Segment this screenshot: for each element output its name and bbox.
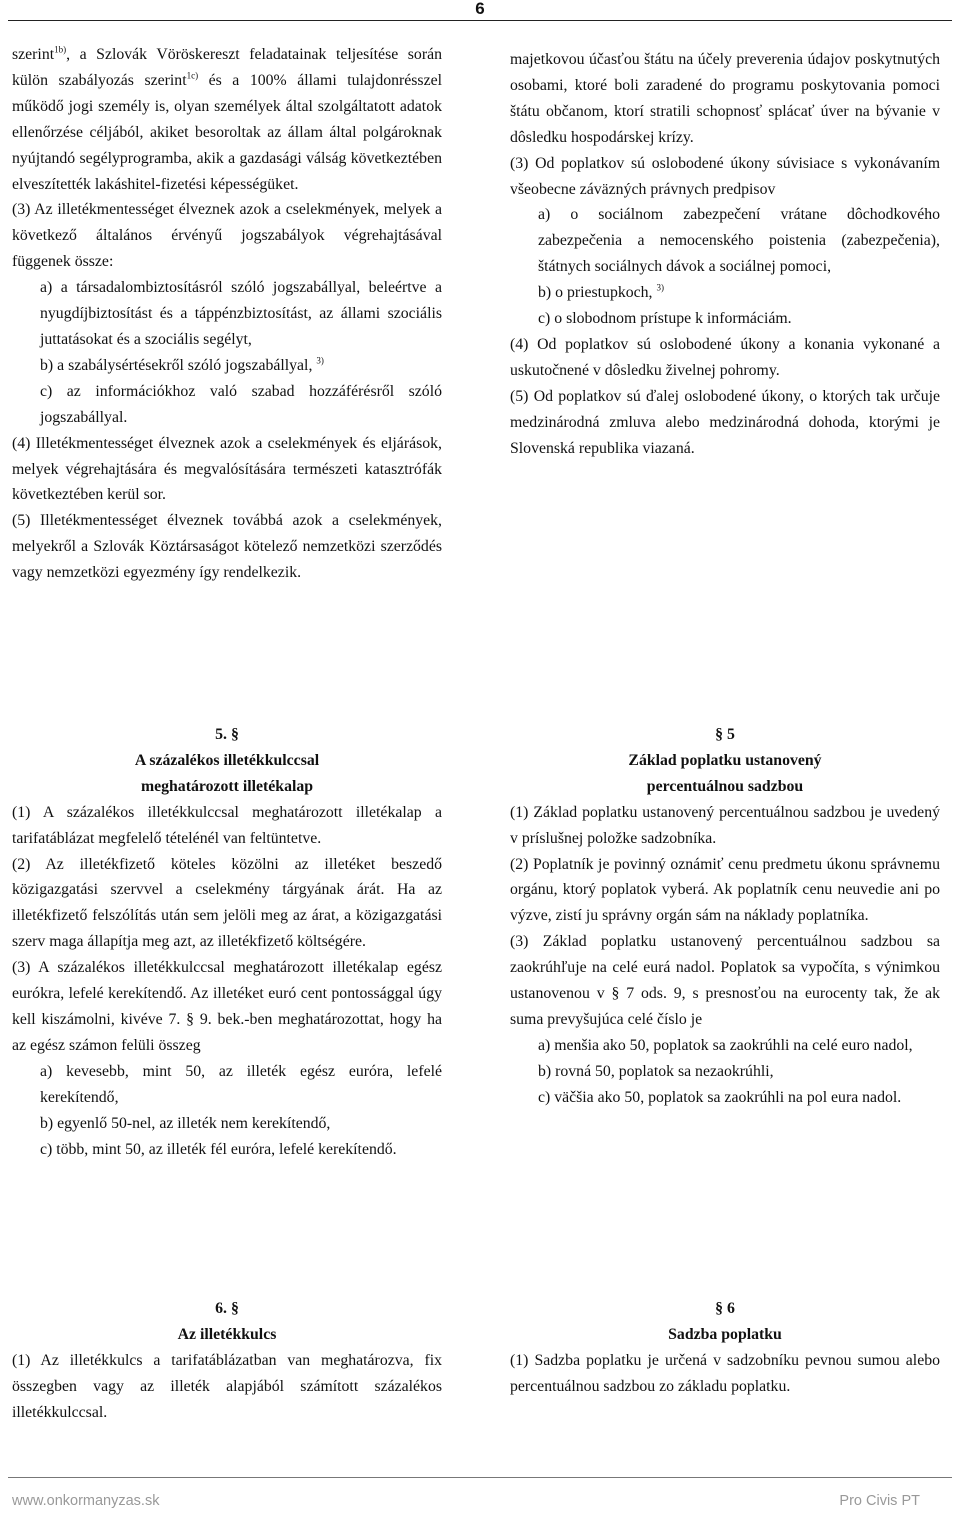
footnote-ref: 1b) (54, 44, 67, 55)
section-number: § 5 (715, 726, 735, 743)
section-5-left (12, 722, 442, 1162)
footnote-ref: 3) (656, 282, 664, 293)
list-item: a) a társadalombiztosításról szóló jogszabállyal, beleértve a nyugdíjbiztosítást és a táppénzbiztosítást, az állami szociális juttatásokat és a szociális segélyt, (40, 279, 442, 348)
section-title: Sadzba poplatku (668, 1325, 782, 1343)
paragraph: (3) A százalékos illetékkulccsal meghatározott illetékalap egész eurókra, lefelé kerekítendő. Az illetéket euró cent pontossággal úgy kell kiszámolni, kivéve 7. § 9. bek.-ben meghatározottat, hogy ha az egész számon felüli összeg (12, 959, 442, 1054)
section-number: 5. § (215, 726, 239, 743)
list-item: a) menšia ako 50, poplatok sa zaokrúhli na celé euro nadol, (538, 1036, 913, 1054)
paragraph: szerint$^{1b)}$, a Szlovák Vöröskereszt feladatainak teljesítése során külön szabályozás szerint$^{1c)}$ és a 100% állami tulajdonrésszel működő jogi személy is, olyan személyek által szolgáltatott adatok ellenőrzése céljából, akiket besoroltak az állam által polgároknak nyújtandó segélyprogramba, akik a gazdasági válság következtében elveszítették lakáshitel-fizetési képességüket. (12, 44, 442, 193)
paragraph: (1) A százalékos illetékkulccsal meghatározott illetékalap a tarifatáblázat megfelelő tételénél van feltüntetve. (12, 803, 442, 847)
list-item: b) rovná 50, poplatok sa nezaokrúhli, (538, 1062, 774, 1080)
paragraph: majetkovou účasťou štátu na účely preverenia údajov poskytnutých osobami, ktoré boli zaradené do programu poskytovania pomoci štátu občanom, ktorí stratili schopnosť splácať úver na bývanie v dôsledku hospodárskej krízy. (510, 51, 940, 146)
paragraph: (3) Základ poplatku ustanovený percentuálnou sadzbou sa zaokrúhľuje na celé eurá nadol. Poplatok sa vypočíta, s výnimkou ustanovenou v § 7 ods. 9, s presnosťou na eurocenty tak, že ak suma prevyšujúca celé číslo je (510, 933, 940, 1028)
list-item: c) o slobodnom prístupe k informáciám. (538, 310, 792, 328)
list-item: a) o sociálnom zabezpečení vrátane dôchodkového zabezpečenia a nemocenského poistenia (zabezpečenia), štátnych sociálnych dávok a sociálnej pomoci, (538, 206, 940, 276)
footer-website[interactable]: www.onkormanyzas.sk (12, 1493, 160, 1509)
section-title: meghatározott illetékalap (140, 777, 314, 795)
paragraph: (3) Od poplatkov sú oslobodené úkony súvisiace s vykonávaním všeobecne záväzných právnych predpisov (510, 154, 940, 198)
list-item: c) az információkhoz való szabad hozzáférésről szóló jogszabállyal. (40, 382, 442, 426)
footnote-ref: 3) (316, 355, 324, 366)
section-number: 6. § (215, 1300, 239, 1317)
footnote-ref: 1c) (186, 70, 199, 81)
paragraph: (1) Sadzba poplatku je určená v sadzobníku pevnou sumou alebo percentuálnou sadzbou zo základu poplatku. (510, 1351, 940, 1395)
paragraph: (5) Illetékmentességet élveznek továbbá azok a cselekmények, melyekről a Szlovák Köztársaságot kötelező nemzetközi szerződés vagy nemzetközi egyezmény így rendelkezik. (12, 512, 442, 582)
list-item: c) több, mint 50, az illeték fél euróra, lefelé kerekítendő. (40, 1140, 397, 1158)
paragraph: (4) Illetékmentességet élveznek azok a cselekmények és eljárások, melyek végrehajtására és megvalósítására természeti katasztrófák következtében kerül sor. (12, 434, 442, 504)
section-title: Základ poplatku ustanovený (628, 751, 822, 769)
list-item: c) väčšia ako 50, poplatok sa zaokrúhli na pol eura nadol. (538, 1088, 902, 1106)
list-item: b) a szabálysértésekről szóló jogszabállyal, $^{3)}$ (40, 355, 324, 374)
list-item: b) o priestupkoch, $^{3)}$ (538, 282, 664, 302)
section-number: § 6 (715, 1300, 735, 1317)
paragraph: (3) Az illetékmentességet élveznek azok a cselekmények, melyek a következő általános érvényű jogszabályok végrehajtásával függenek össze: (12, 201, 442, 271)
paragraph: (1) Základ poplatku ustanovený percentuálnou sadzbou je uvedený v príslušnej položke sadzobníka. (510, 803, 940, 847)
section-title: A százalékos illetékkulccsal (134, 751, 320, 769)
section-6-left (12, 1296, 442, 1426)
top-left-column (12, 42, 442, 586)
paragraph: (2) Poplatník je povinný oznámiť cenu predmetu úkonu správnemu orgánu, ktorý poplatok vyberá. Ak poplatník cenu neuvedie ani po výzve, zistí ju správny orgán sám na náklady poplatníka. (510, 855, 940, 925)
paragraph: (1) Az illetékkulcs a tarifatáblázatban van meghatározva, fix összegben vagy az illeték alapjából számított százalékos illetékkulccsal. (12, 1351, 442, 1421)
paragraph: (4) Od poplatkov sú oslobodené úkony a konania vykonané a uskutočnené v dôsledku živelnej pohromy. (510, 335, 940, 379)
top-right-column (510, 47, 940, 462)
paragraph: (2) Az illetékfizető köteles közölni az illetéket beszedő közigazgatási szervvel a cselekmény tárgyának árát. Ha az illetékfizető felszólítás után sem jelöli meg az árat, a közigazgatási szerv maga állapítja meg azt, az illetékfizető költségére. (12, 855, 442, 951)
footer-publisher: Pro Civis PT (839, 1493, 920, 1509)
section-title: Az illetékkulcs (177, 1325, 277, 1343)
list-item: a) kevesebb, mint 50, az illeték egész euróra, lefelé kerekítendő, (40, 1062, 442, 1106)
paragraph: (5) Od poplatkov sú ďalej oslobodené úkony, o ktorých tak určuje medzinárodná zmluva alebo medzinárodná dohoda, ktorými je Slovenská republika viazaná. (510, 387, 940, 457)
page-number: 6 (0, 0, 960, 18)
section-6-right (510, 1296, 940, 1400)
section-title: percentuálnou sadzbou (646, 777, 804, 795)
list-item: b) egyenlő 50-nel, az illeték nem kerekítendő, (40, 1114, 331, 1132)
section-5-right (510, 722, 940, 1111)
